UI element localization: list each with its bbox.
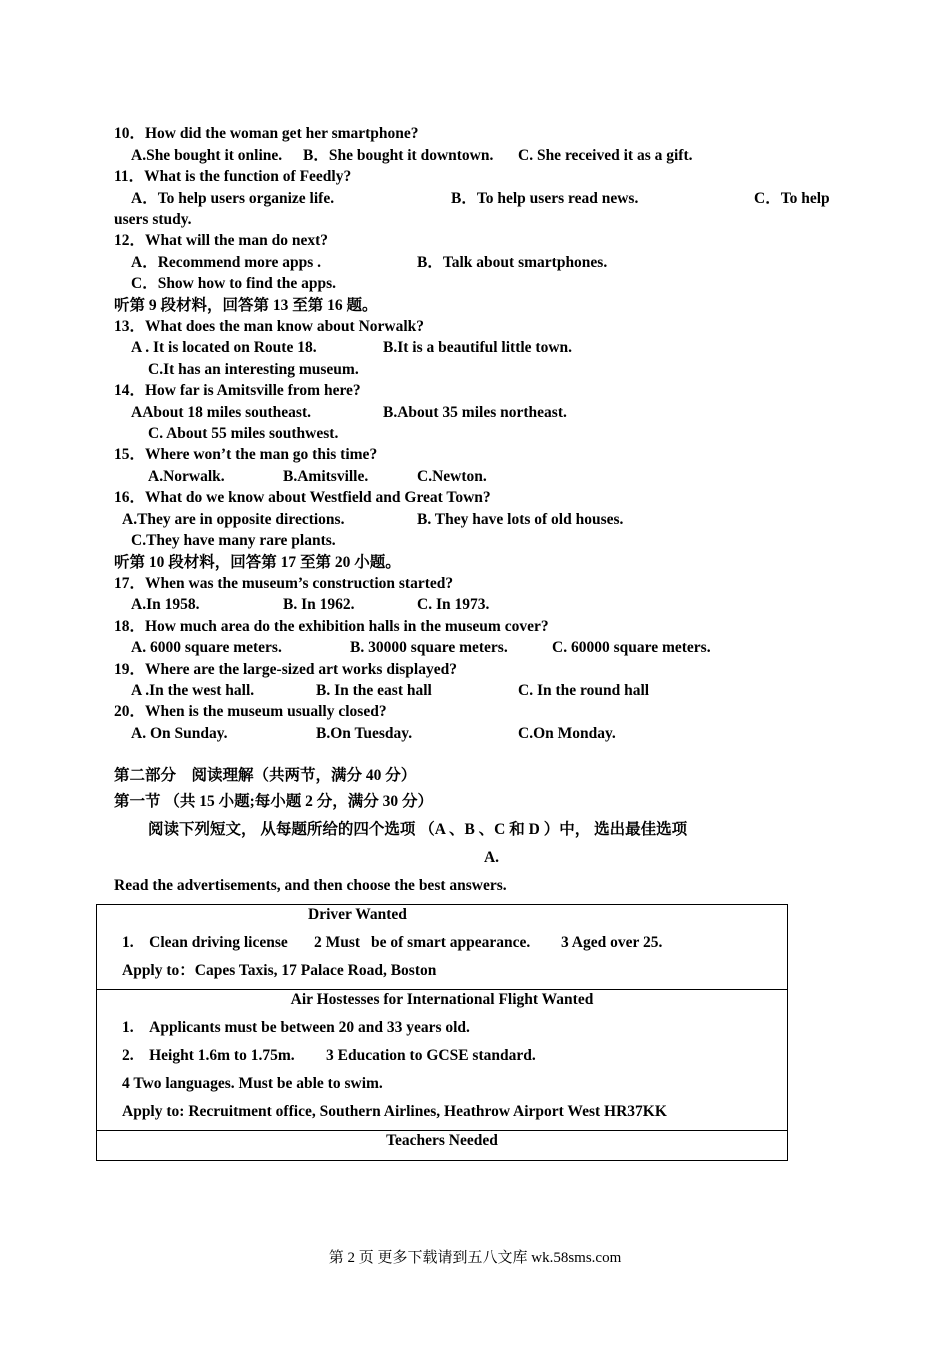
q16-option-a: A.They are in opposite directions. bbox=[122, 511, 345, 528]
driver-requirement-2: 2 Must bbox=[314, 934, 361, 951]
question-15: 15．Where won’t the man go this time? bbox=[114, 446, 378, 463]
q12-option-a: A．Recommend more apps . bbox=[131, 254, 322, 271]
q15-option-a: A.Norwalk. bbox=[148, 468, 225, 485]
q18-option-a: A. 6000 square meters. bbox=[131, 639, 282, 656]
q15-option-c: C.Newton. bbox=[417, 468, 487, 485]
q10-option-b: B．She bought it downtown. bbox=[303, 147, 494, 164]
q14-option-b: B.About 35 miles northeast. bbox=[383, 404, 567, 421]
q17-option-c: C. In 1973. bbox=[417, 596, 490, 613]
q10-option-c: C. She received it as a gift. bbox=[518, 147, 693, 164]
q13-option-c: C.It has an interesting museum. bbox=[148, 361, 359, 378]
part-2-section-1: 第一节 （共 15 小题;每小题 2 分，满分 30 分） bbox=[114, 793, 434, 810]
q16-option-b: B. They have lots of old houses. bbox=[417, 511, 624, 528]
q18-option-b: B. 30000 square meters. bbox=[350, 639, 508, 656]
q11-option-c: C．To help bbox=[754, 190, 830, 207]
page-footer: 第 2 页 更多下载请到五八文库 wk.58sms.com bbox=[328, 1250, 622, 1266]
q13-option-a: A . It is located on Route 18. bbox=[131, 339, 317, 356]
q19-option-b: B. In the east hall bbox=[316, 682, 432, 699]
question-13: 13．What does the man know about Norwalk? bbox=[114, 318, 425, 335]
hostess-requirement-1: 1. Applicants must be between 20 and 33 years old. bbox=[122, 1019, 470, 1036]
section-9-heading: 听第 9 段材料，回答第 13 至第 16 题。 bbox=[114, 297, 378, 314]
question-16: 16．What do we know about Westfield and Great Town? bbox=[114, 489, 491, 506]
question-11: 11．What is the function of Feedly? bbox=[114, 168, 352, 185]
q16-option-c: C.They have many rare plants. bbox=[131, 532, 336, 549]
hostess-requirement-3: 3 Education to GCSE standard. bbox=[326, 1047, 536, 1064]
question-20: 20．When is the museum usually closed? bbox=[114, 703, 387, 720]
q19-option-c: C. In the round hall bbox=[518, 682, 650, 699]
teachers-ad-title: Teachers Needed bbox=[386, 1132, 498, 1149]
part-2-title: 第二部分 阅读理解（共两节，满分 40 分） bbox=[114, 767, 417, 784]
hostess-apply: Apply to: Recruitment office, Southern Airlines, Heathrow Airport West HR37KK bbox=[122, 1103, 667, 1120]
question-14: 14．How far is Amitsville from here? bbox=[114, 382, 361, 399]
q12-option-b: B．Talk about smartphones. bbox=[417, 254, 608, 271]
question-18: 18．How much area do the exhibition halls in the museum cover? bbox=[114, 618, 549, 635]
passage-label: A. bbox=[483, 849, 500, 866]
q17-option-a: A.In 1958. bbox=[131, 596, 200, 613]
q15-option-b: B.Amitsville. bbox=[283, 468, 369, 485]
q11-option-b: B．To help users read news. bbox=[451, 190, 639, 207]
q19-option-a: A .In the west hall. bbox=[131, 682, 255, 699]
question-17: 17．When was the museum’s construction started? bbox=[114, 575, 454, 592]
q20-option-a: A. On Sunday. bbox=[131, 725, 228, 742]
driver-requirement-1: 1. Clean driving license bbox=[122, 934, 288, 951]
driver-ad-title: Driver Wanted bbox=[308, 906, 407, 923]
driver-requirement-2-cont: be of smart appearance. bbox=[371, 934, 531, 951]
q14-option-c: C. About 55 miles southwest. bbox=[148, 425, 339, 442]
q11-option-c-continued: users study. bbox=[114, 211, 192, 228]
q12-option-c: C．Show how to find the apps. bbox=[131, 275, 336, 292]
q14-option-a: AAbout 18 miles southeast. bbox=[131, 404, 311, 421]
q10-option-a: A.She bought it online. bbox=[131, 147, 283, 164]
question-12: 12．What will the man do next? bbox=[114, 232, 328, 249]
question-19: 19．Where are the large-sized art works displayed? bbox=[114, 661, 457, 678]
q11-option-a: A．To help users organize life. bbox=[131, 190, 335, 207]
q20-option-c: C.On Monday. bbox=[518, 725, 616, 742]
q17-option-b: B. In 1962. bbox=[283, 596, 355, 613]
q20-option-b: B.On Tuesday. bbox=[316, 725, 413, 742]
driver-apply: Apply to：Capes Taxis, 17 Palace Road, Boston bbox=[122, 962, 437, 979]
passage-lead: Read the advertisements, and then choose the best answers. bbox=[114, 877, 507, 894]
hostess-requirement-4: 4 Two languages. Must be able to swim. bbox=[122, 1075, 383, 1092]
part-2-instruction: 阅读下列短文， 从每题所给的四个选项 （A 、B 、C 和 D ）中， 选出最佳选项 bbox=[148, 821, 688, 838]
hostess-requirement-2: 2. Height 1.6m to 1.75m. bbox=[122, 1047, 295, 1064]
driver-requirement-3: 3 Aged over 25. bbox=[561, 934, 663, 951]
q18-option-c: C. 60000 square meters. bbox=[552, 639, 711, 656]
q13-option-b: B.It is a beautiful little town. bbox=[383, 339, 573, 356]
question-10: 10．How did the woman get her smartphone? bbox=[114, 125, 419, 142]
hostess-ad-title: Air Hostesses for International Flight Wanted bbox=[290, 991, 594, 1008]
section-10-heading: 听第 10 段材料，回答第 17 至第 20 小题。 bbox=[114, 554, 401, 571]
